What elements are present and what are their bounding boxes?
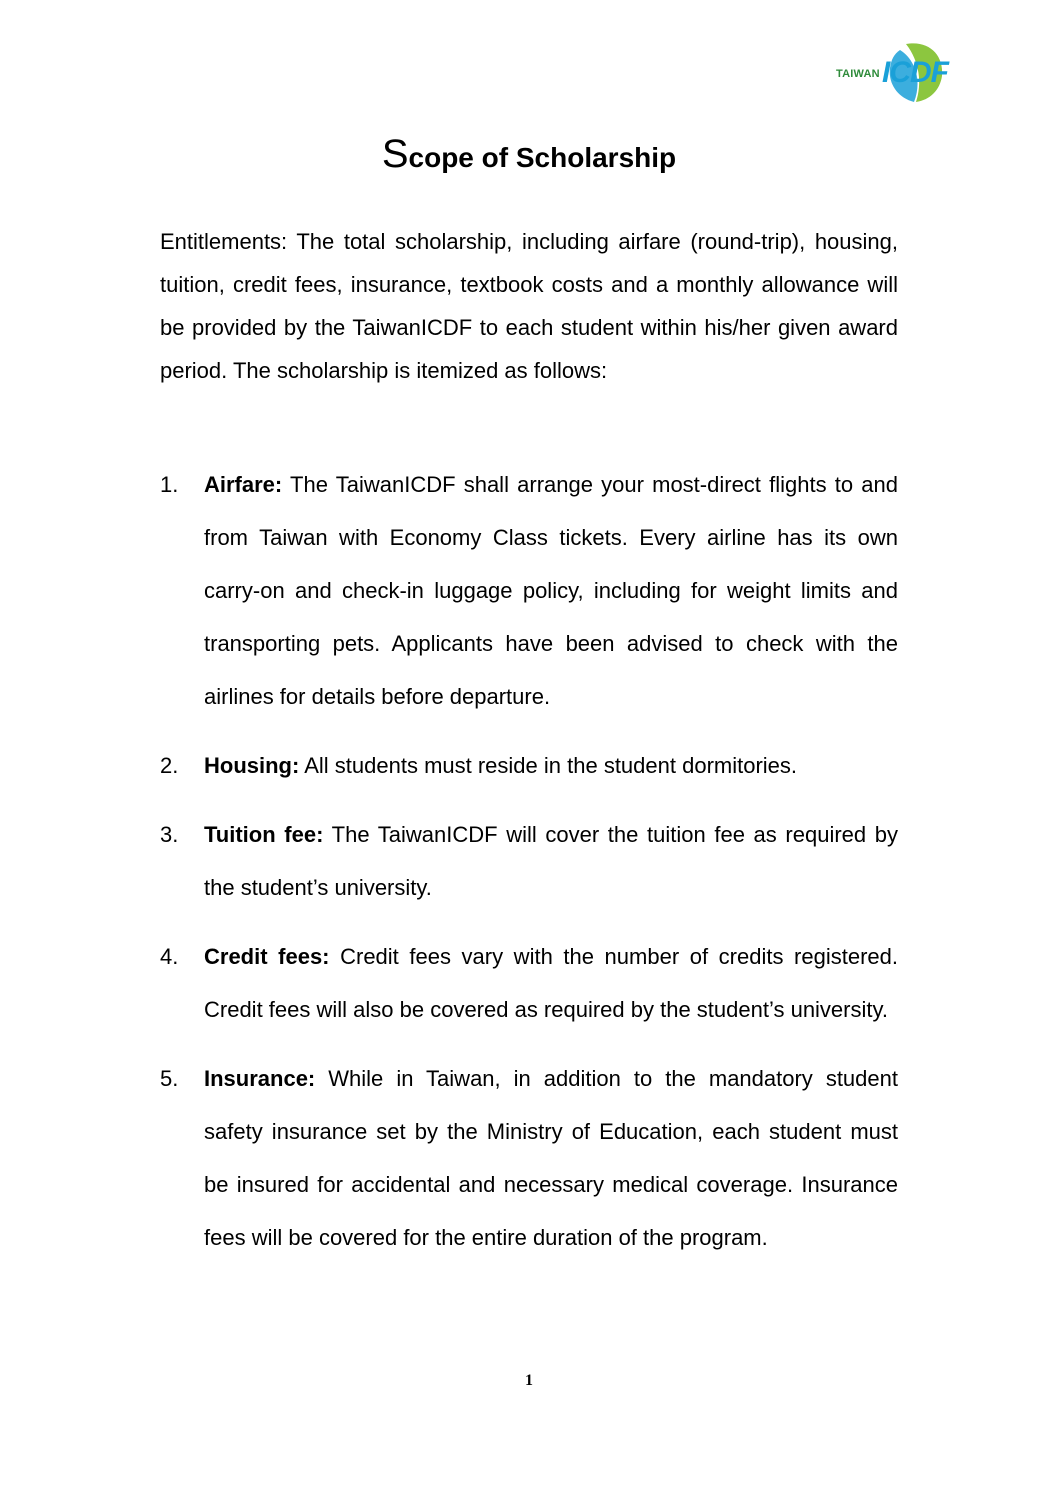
item-text: The TaiwanICDF will cover the tuition fee as required by the student’s university. [204, 822, 898, 900]
item-term: Insurance: [204, 1066, 316, 1091]
logo-taiwan-text: TAIWAN [836, 68, 880, 80]
item-text: All students must reside in the student dormitories. [299, 753, 798, 778]
title-first-letter: S [381, 132, 409, 176]
entitlements-paragraph: Entitlements: The total scholarship, including airfare (round-trip), housing, tuition, credit fees, insurance, textbook costs and a monthly allowance will be provided by the TaiwanICDF to each student within his/her given award period. The scholarship is itemized as follows: [160, 229, 898, 383]
item-term: Tuition fee: [204, 822, 324, 847]
taiwanicdf-logo [836, 40, 948, 106]
item-number: 2. [160, 753, 179, 778]
item-number: 1. [160, 472, 179, 497]
logo-icdf-text: ICDF [882, 56, 948, 89]
page-number: 1 [525, 1372, 533, 1389]
item-term: Credit fees: [204, 944, 330, 969]
list-item-housing [160, 739, 898, 792]
list-item-tuition-fee [160, 808, 898, 914]
item-term: Airfare: [204, 472, 283, 497]
item-number: 3. [160, 822, 179, 847]
item-text: The TaiwanICDF shall arrange your most-direct flights to and from Taiwan with Economy Class tickets. Every airline has its own carry-on and check-in luggage policy, including for weight limits and transporting pets. Applicants have been advised to check with the airlines for details before departure. [204, 472, 898, 709]
item-number: 5. [160, 1066, 179, 1091]
item-text: Credit fees vary with the number of credits registered. Credit fees will also be covered as required by the student’s university. [204, 944, 898, 1022]
list-item-airfare [160, 458, 898, 723]
page-title [0, 132, 1058, 177]
item-term: Housing: [204, 753, 300, 778]
scholarship-items-list [160, 458, 898, 1280]
title-rest: cope of Scholarship [408, 142, 677, 173]
list-item-credit-fees [160, 930, 898, 1036]
item-text: While in Taiwan, in addition to the mandatory student safety insurance set by the Ministry of Education, each student must be insured for accidental and necessary medical coverage. Insurance fees will be covered for the entire duration of the program. [204, 1066, 898, 1250]
list-item-insurance [160, 1052, 898, 1264]
item-number: 4. [160, 944, 179, 969]
